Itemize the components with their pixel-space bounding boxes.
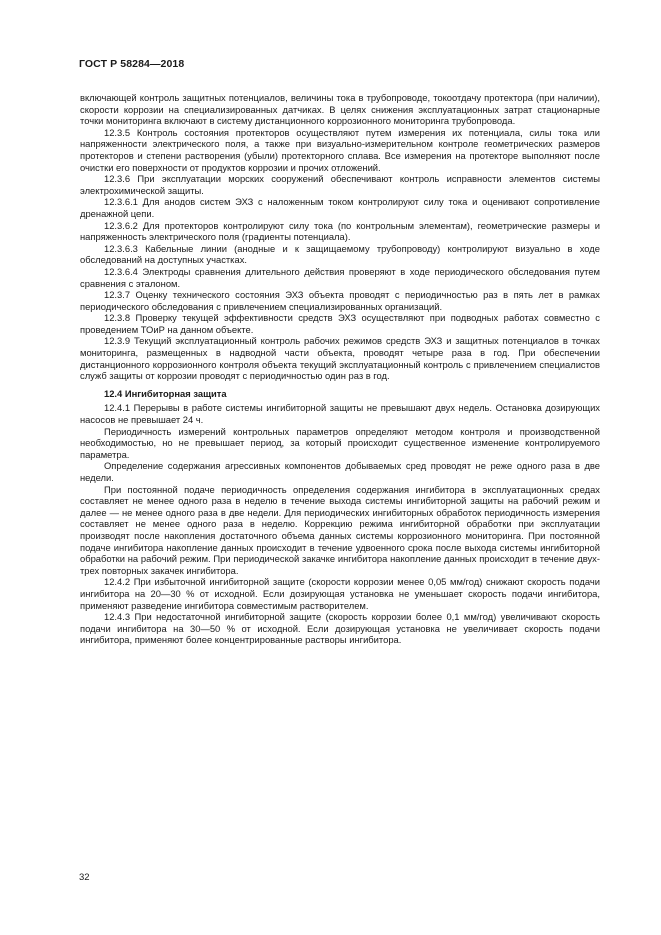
document-code-header: ГОСТ Р 58284—2018 xyxy=(79,58,185,70)
paragraph: 12.4.2 При избыточной ингибиторной защите (скорости коррозии менее 0,05 мм/год) снижают скорость подачи ингибитора на 20—30 % от исходной. Если дозирующая установка не уменьшает скорость подачи ингибитора, применяют разведение ингибитора совместимым растворителем. xyxy=(80,576,600,611)
paragraph: 12.4.1 Перерывы в работе системы ингибиторной защиты не превышают двух недель. Остановка дозирующих насосов не превышает 24 ч. xyxy=(80,402,600,426)
paragraph: Периодичность измерений контрольных параметров определяют методом контроля и производственной необходимостью, но не превышает период, за который происходит существенное изменение контролируемого параметра. xyxy=(80,425,600,460)
paragraph: Определение содержания агрессивных компонентов добываемых сред проводят не реже одного раза в две недели. xyxy=(80,460,600,483)
body-text xyxy=(80,92,600,646)
paragraph: 12.3.6.3 Кабельные линии (анодные и к защищаемому трубопроводу) контролируют визуально в ходе обследований на доступных участках. xyxy=(80,242,600,266)
paragraph: 12.3.6.1 Для анодов систем ЭХЗ с наложенным током контролируют силу тока и оценивают сопротивление дренажной цепи. xyxy=(80,196,600,219)
paragraph: 12.4.3 При недостаточной ингибиторной защите (скорость коррозии более 0,1 мм/год) увеличивают скорость подачи ингибитора на 30—50 % от исходной. Если дозирующая установка не увеличивает скорость подачи ингибитора, применяют более концентрированные растворы ингибитора. xyxy=(80,611,600,646)
paragraph: 12.3.8 Проверку текущей эффективности средств ЭХЗ осуществляют при подводных работах совместно с проведением ТОиР на данном объекте. xyxy=(80,312,600,335)
paragraph: 12.3.6.2 Для протекторов контролируют силу тока (по контрольным элементам), геометрические размеры и напряженность электрического поля (градиенты потенциала). xyxy=(80,219,600,243)
page-number: 32 xyxy=(79,872,90,883)
paragraph: При постоянной подаче периодичность определения содержания ингибитора в эксплуатационных средах составляет не менее одного раза в неделю в течение выхода системы ингибиторной защиты на рабочий режим и далее — не менее одного раза в две недели. Для периодических ингибиторных обработок периодичность измерения составляет не менее одного раза в неделю. Коррекцию режима ингибиторной обработки при эксплуатации производят после накопления достаточного объема данных системы коррозионного мониторинга. При постоянной подаче ингибитора накопление данных происходит в течение удвоенного срока после выхода системы ингибиторной обработки на рабочий режим. При периодической закачке ингибитора накопление данных происходит в течение двух-трех повторных закачек ингибитора. xyxy=(80,483,600,576)
paragraph: 12.3.5 Контроль состояния протекторов осуществляют путем измерения их потенциала, силы тока или напряженности электрического поля, а также при визуально-измерительном контроле геометрических размеров протекторов и степени растворения (убыли) протекторного сплава. Все измерения на протекторе выполняют после очистки его поверхности от продуктов коррозии и прочих отложений. xyxy=(80,126,600,173)
paragraph: 12.3.6 При эксплуатации морских сооружений обеспечивают контроль исправности элементов системы электрохимической защиты. xyxy=(80,173,600,196)
section-title: 12.4 Ингибиторная защита xyxy=(104,387,227,399)
paragraph: включающей контроль защитных потенциалов, величины тока в трубопроводе, токоотдачу протектора (при наличии), скорости коррозии на специализированных датчиках. В целях снижения эксплуатационных затрат стационарные точки мониторинга включают в систему дистанционного коррозионного мониторинга трубопровода. xyxy=(80,92,600,127)
paragraph: 12.3.9 Текущий эксплуатационный контроль рабочих режимов средств ЭХЗ и защитных потенциалов в точках мониторинга, размещенных в надводной части объекта, проводят четыре раза в год. При обеспечении дистанционного коррозионного контроля объекта текущий эксплуатационный контроль с привлечением специалистов служб защиты от коррозии проводят с периодичностью один раз в год. xyxy=(80,335,600,382)
paragraph: 12.3.6.4 Электроды сравнения длительного действия проверяют в ходе периодического обследования путем сравнения с эталоном. xyxy=(80,265,600,289)
paragraph: 12.3.7 Оценку технического состояния ЭХЗ объекта проводят с периодичностью раз в пять лет в рамках периодического обследования с привлечением специализированных организаций. xyxy=(80,289,600,312)
